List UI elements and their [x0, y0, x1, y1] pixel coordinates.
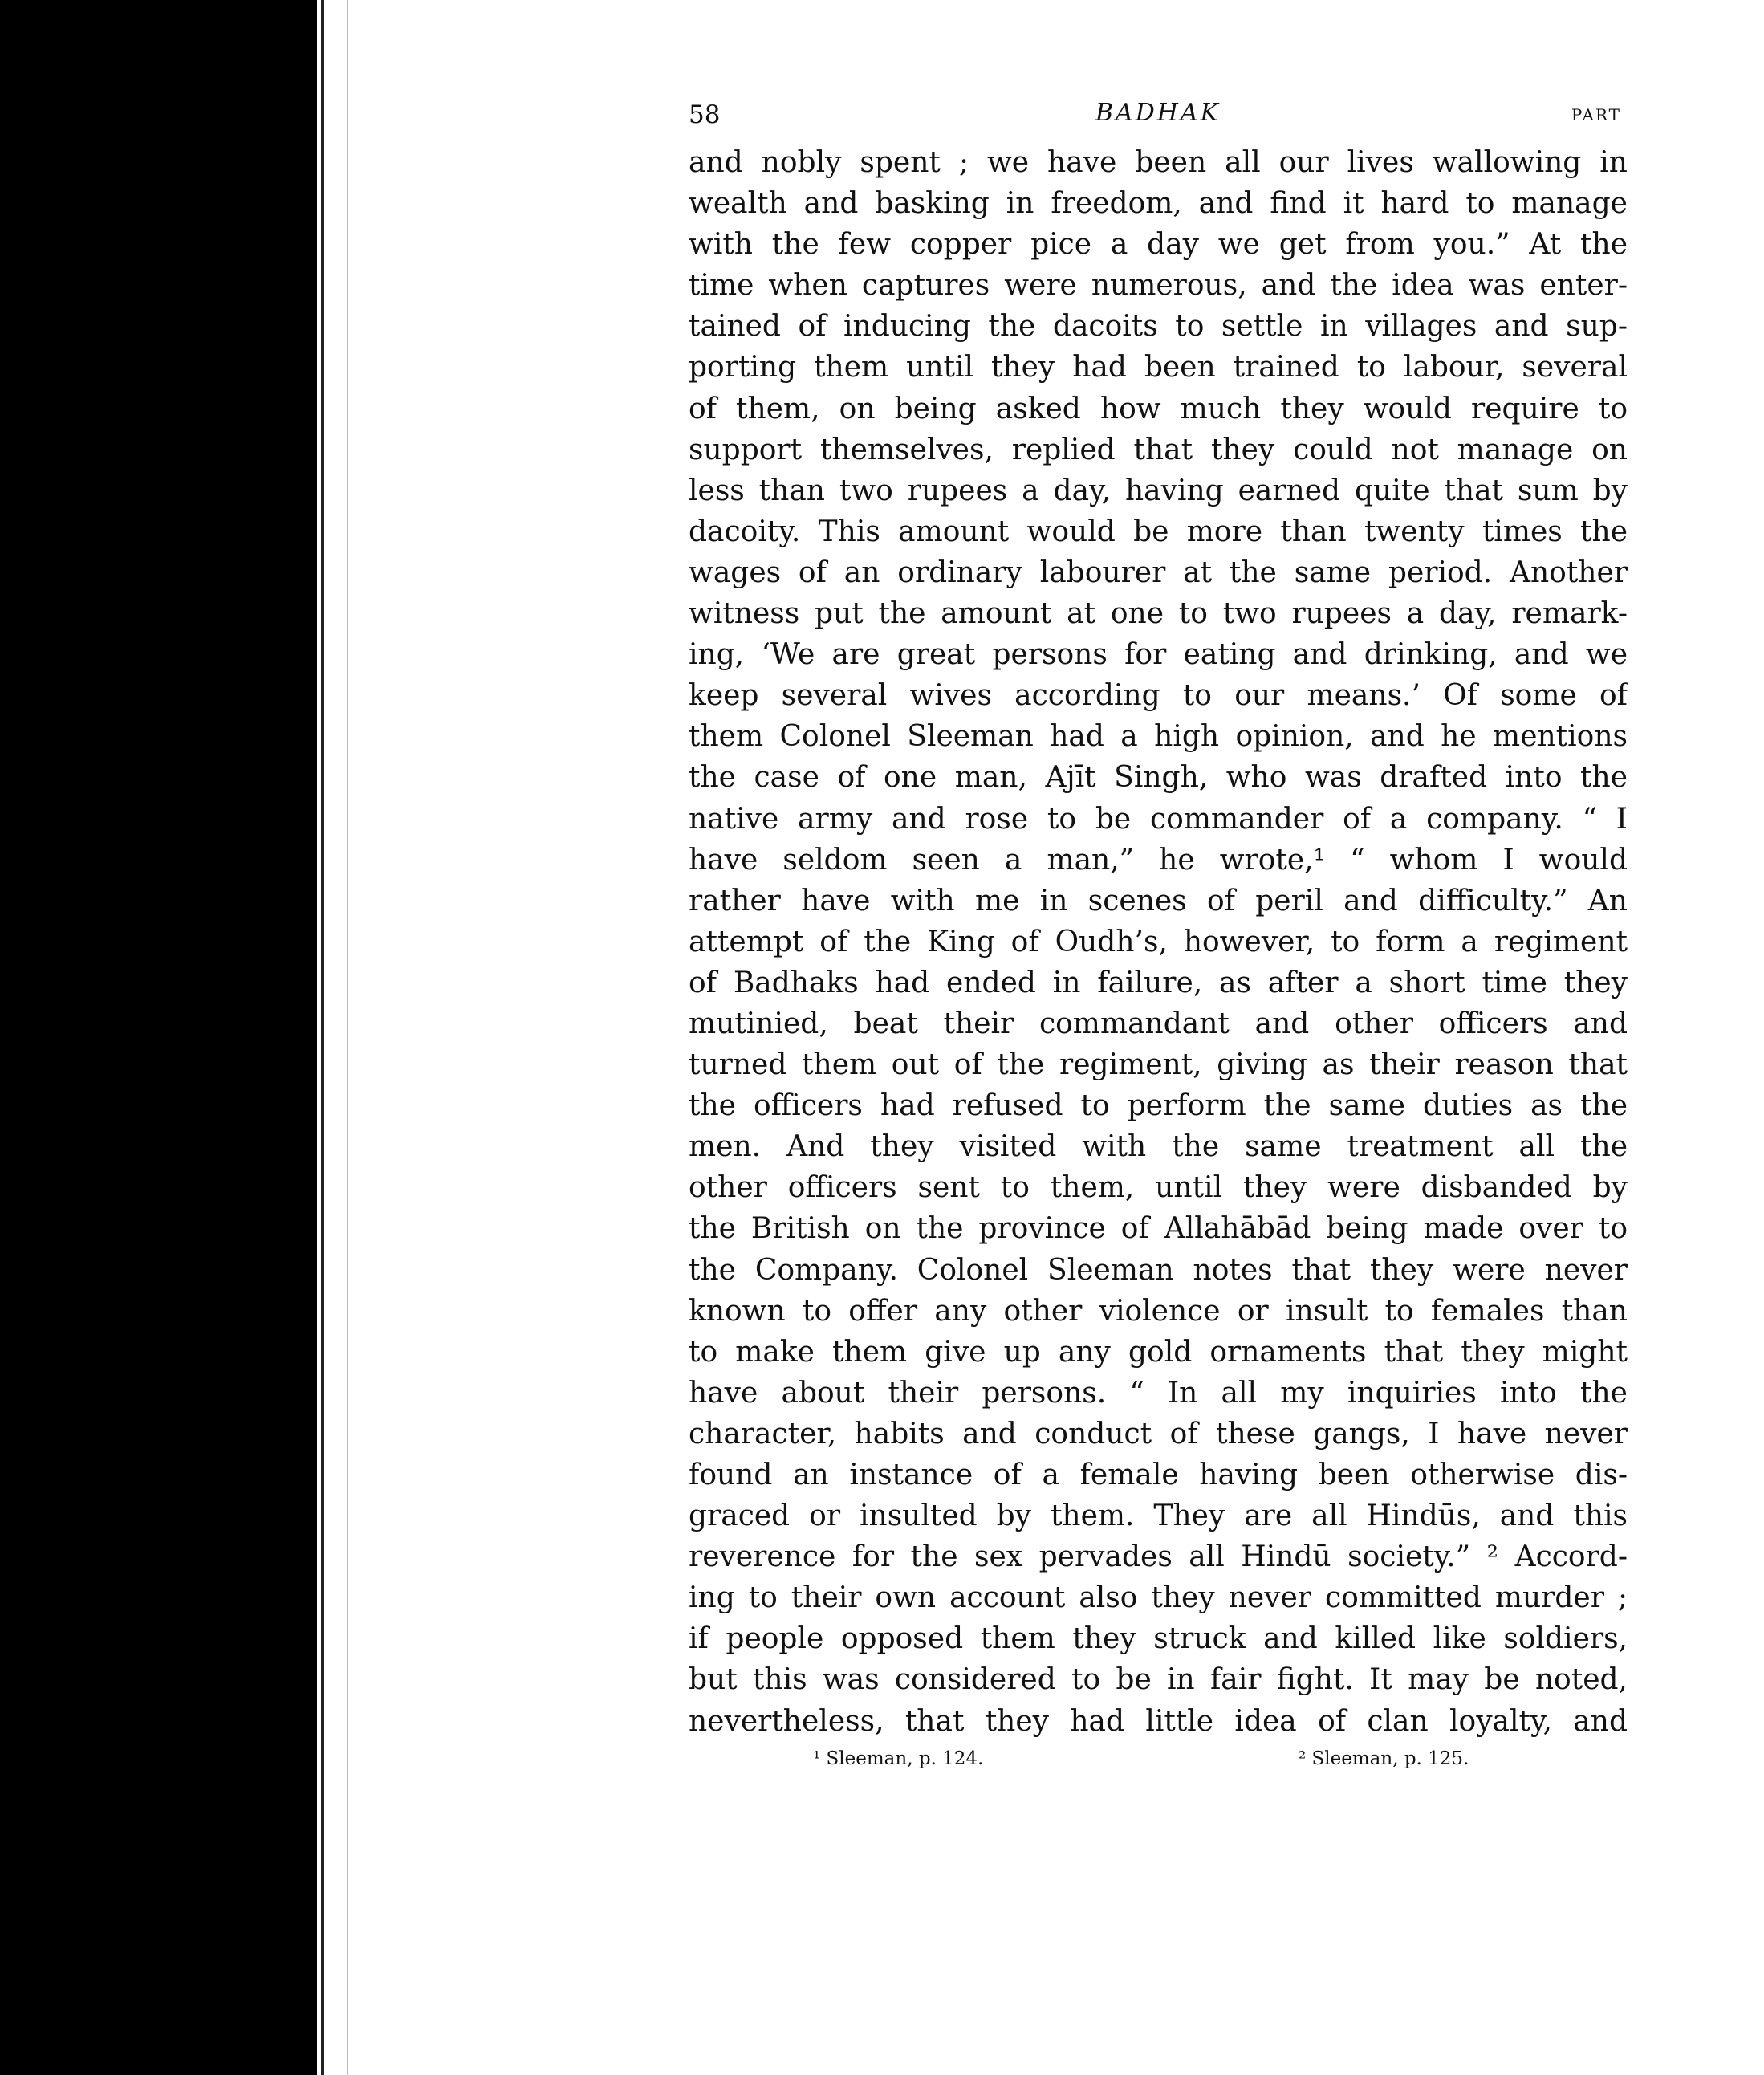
text-line: with the few copper pice a day we get from you.” At the	[689, 228, 1628, 262]
running-head	[689, 84, 1628, 129]
text-line: men. And they visited with the same treatment all the	[689, 1130, 1628, 1164]
text-line: the British on the province of Allahābād being made over to	[689, 1212, 1628, 1246]
text-line: them Colonel Sleeman had a high opinion, and he mentions	[689, 720, 1628, 754]
text-line: of Badhaks had ended in failure, as after a short time they	[689, 966, 1628, 999]
text-line: of them, on being asked how much they would require to	[689, 392, 1628, 425]
text-line: but this was considered to be in fair fight. It may be noted,	[689, 1663, 1628, 1697]
text-line: and nobly spent ; we have been all our lives wallowing in	[689, 146, 1628, 179]
text-line: the case of one man, Ajīt Singh, who was drafted into the	[689, 761, 1628, 795]
footnote-1: ¹ Sleeman, p. 124.	[813, 1747, 984, 1769]
footnote-2: ² Sleeman, p. 125.	[1299, 1747, 1469, 1769]
gutter-line	[321, 0, 324, 2075]
text-line: have about their persons. “ In all my inquiries into the	[689, 1376, 1628, 1410]
text-line: support themselves, replied that they could not manage on	[689, 433, 1628, 466]
text-line: attempt of the King of Oudh’s, however, to form a regiment	[689, 925, 1628, 958]
book-page	[689, 84, 1628, 1780]
book-binding-shadow	[0, 0, 317, 2075]
text-line: reverence for the sex pervades all Hindū society.” ² Accord-	[689, 1540, 1628, 1574]
text-line: ing, ‘We are great persons for eating and drinking, and we	[689, 638, 1628, 672]
text-line: dacoity. This amount would be more than twenty times the	[689, 515, 1628, 548]
running-part-label: PART	[1571, 105, 1621, 124]
text-line: keep several wives according to our means.’ Of some of	[689, 679, 1628, 713]
text-line: wealth and basking in freedom, and find it hard to manage	[689, 187, 1628, 221]
text-line: found an instance of a female having been otherwise dis-	[689, 1459, 1628, 1491]
page-number: 58	[689, 100, 721, 129]
text-line: the Company. Colonel Sleeman notes that they were never	[689, 1253, 1628, 1287]
text-line: character, habits and conduct of these gangs, I have never	[689, 1417, 1628, 1450]
text-line: time when captures were numerous, and the idea was enter-	[689, 269, 1628, 303]
text-line: other officers sent to them, until they were disbanded by	[689, 1171, 1628, 1205]
body-text	[689, 142, 1628, 1742]
text-line: native army and rose to be commander of a company. “ I	[689, 802, 1628, 836]
text-line: porting them until they had been trained to labour, several	[689, 351, 1628, 384]
text-line: tained of inducing the dacoits to settle in villages and sup-	[689, 310, 1628, 344]
text-line: mutinied, beat their commandant and other officers and	[689, 1007, 1628, 1040]
text-line: turned them out of the regiment, giving as their reason that	[689, 1048, 1628, 1082]
text-line: witness put the amount at one to two rupees a day, remark-	[689, 597, 1628, 631]
text-line: ing to their own account also they never committed murder ;	[689, 1581, 1628, 1615]
text-line: known to offer any other violence or insult to females than	[689, 1294, 1628, 1328]
text-line: the officers had refused to perform the same duties as the	[689, 1089, 1628, 1123]
text-line: wages of an ordinary labourer at the same period. Another	[689, 555, 1628, 589]
text-line: nevertheless, that they had little idea of clan loyalty, and	[689, 1704, 1628, 1738]
gutter-line	[347, 0, 348, 2075]
text-line: rather have with me in scenes of peril and difficulty.” An	[689, 884, 1628, 917]
text-line: graced or insulted by them. They are all Hindūs, and this	[689, 1499, 1628, 1533]
running-title: BADHAK	[1095, 99, 1221, 127]
text-line: to make them give up any gold ornaments that they might	[689, 1335, 1628, 1369]
text-line: if people opposed them they struck and killed like soldiers,	[689, 1622, 1628, 1656]
footnotes	[689, 1748, 1628, 1780]
text-line: have seldom seen a man,” he wrote,¹ “ whom I would	[689, 843, 1628, 877]
text-line: less than two rupees a day, having earned quite that sum by	[689, 474, 1628, 507]
